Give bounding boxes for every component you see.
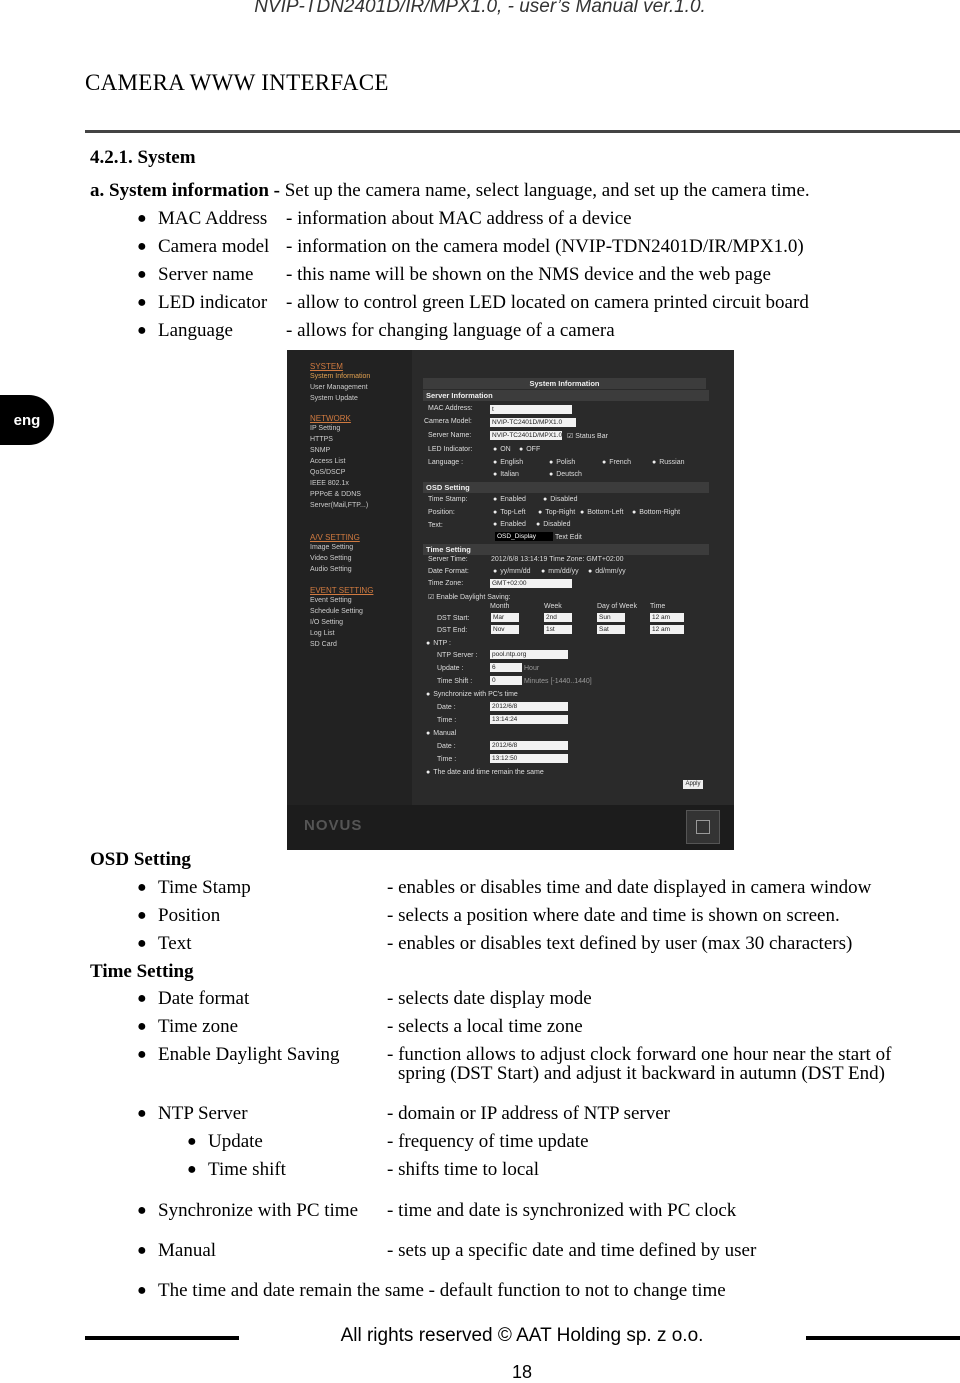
bullet-icon: ●	[137, 1046, 147, 1063]
led-off-radio: ● OFF	[519, 446, 540, 453]
mac-label: MAC Address:	[428, 405, 473, 412]
list-desc: - enables or disables time and date displayed in camera window	[387, 877, 872, 898]
list-desc: - time and date is synchronized with PC clock	[387, 1200, 737, 1221]
dst-end-dow: Sat	[597, 625, 625, 634]
led-label: LED Indicator:	[428, 446, 473, 453]
time-zone-select: GMT+02:00	[490, 579, 572, 588]
list-desc: - selects date display mode	[387, 988, 592, 1009]
time-zone-label: Time Zone:	[428, 580, 464, 587]
title-divider	[85, 130, 960, 133]
update-select: 6	[490, 663, 522, 672]
pos-bottom-left-radio: ● Bottom-Left	[580, 509, 623, 516]
bullet-icon: ●	[137, 1018, 147, 1035]
pos-top-left-radio: ● Top-Left	[493, 509, 526, 516]
ntp-server-field: pool.ntp.org	[490, 650, 568, 659]
bullet-icon: ●	[137, 210, 147, 227]
sidebar-item: Schedule Setting	[310, 608, 363, 615]
sidebar-item: Event Setting	[310, 597, 352, 604]
list-desc: - allow to control green LED located on camera printed circuit board	[286, 292, 809, 313]
col-day-of-week: Day of Week	[597, 603, 637, 610]
ntp-server-label: NTP Server :	[437, 652, 478, 659]
time-heading: Time Setting	[90, 961, 194, 982]
section-heading: 4.2.1. System	[90, 147, 196, 168]
bullet-icon: ●	[187, 1133, 197, 1150]
sidebar-item: System Information	[310, 373, 371, 380]
bullet-icon: ●	[137, 238, 147, 255]
sidebar-item: IP Setting	[310, 425, 341, 432]
list-desc: - this name will be shown on the NMS device and the web page	[286, 264, 771, 285]
list-term: Time zone	[158, 1016, 239, 1037]
bullet-icon: ●	[137, 990, 147, 1007]
list-desc: - domain or IP address of NTP server	[387, 1103, 670, 1124]
sidebar-item: Log List	[310, 630, 335, 637]
status-bar-label: Status Bar	[575, 433, 608, 440]
sidebar-item: SNMP	[310, 447, 331, 454]
server-time-value: 2012/6/8 13:14:19 Time Zone: GMT+02:00	[491, 556, 624, 563]
time-setting-bar: Time Setting	[423, 544, 709, 555]
list-term: Date format	[158, 988, 250, 1009]
bullet-icon: ●	[137, 294, 147, 311]
date-format-radio: ● mm/dd/yy	[541, 568, 579, 575]
bullet-icon: ●	[137, 1105, 147, 1122]
timestamp-disabled-radio: ● Disabled	[543, 496, 577, 503]
manual-time-label: Time :	[437, 756, 457, 763]
sidebar-item: Image Setting	[310, 544, 354, 551]
lang-italian-radio: ● Italian	[493, 471, 519, 478]
text-label: Text:	[428, 522, 443, 529]
server-time-label: Server Time:	[428, 556, 468, 563]
list-desc: - shifts time to local	[387, 1159, 539, 1180]
dst-start-label: DST Start:	[437, 615, 470, 622]
remain-same-radio: ● The date and time remain the same	[426, 769, 544, 776]
list-desc: - information about MAC address of a device	[286, 208, 632, 229]
bullet-icon: ●	[137, 879, 147, 896]
bullet-icon: ●	[137, 1242, 147, 1259]
list-desc: - information on the camera model (NVIP-TDN2401D/IR/MPX1.0)	[286, 236, 804, 257]
update-label: Update :	[437, 665, 464, 672]
panel-title-bar: System Information	[423, 378, 706, 389]
dst-end-month: Nov	[491, 625, 519, 634]
intro-text: Set up the camera name, select language, and set up the camera time.	[279, 180, 810, 201]
status-bar-checkbox: ☑ Status Bar	[567, 433, 608, 440]
manual-date-field: 2012/6/8	[490, 741, 568, 750]
apply-button: Apply	[683, 780, 703, 789]
list-term: Synchronize with PC time	[158, 1200, 359, 1221]
time-shift-unit: Minutes [-1440..1440]	[524, 678, 592, 685]
camera-interface-screenshot	[287, 350, 734, 850]
dst-start-month: Mar	[491, 613, 519, 622]
ntp-radio: ● NTP :	[426, 640, 451, 647]
osd-heading: OSD Setting	[90, 849, 191, 870]
list-desc: - function allows to adjust clock forward one hour near the start of	[387, 1044, 892, 1065]
col-week: Week	[544, 603, 562, 610]
sidebar-item: QoS/DSCP	[310, 469, 346, 476]
timestamp-enabled-radio: ● Enabled	[493, 496, 526, 503]
sync-time-label: Time :	[437, 717, 457, 724]
language-tab: eng	[0, 395, 54, 445]
sidebar-item: User Management	[310, 384, 368, 391]
lang-polish-radio: ● Polish	[549, 459, 575, 466]
text-enabled-radio: ● Enabled	[493, 521, 526, 528]
sidebar-item: System Update	[310, 395, 358, 402]
novus-logo: NOVUS	[304, 817, 363, 834]
sidebar-item: Video Setting	[310, 555, 352, 562]
sidebar-item: PPPoE & DDNS	[310, 491, 361, 498]
sidebar-item: IEEE 802.1x	[310, 480, 349, 487]
sidebar-item: SD Card	[310, 641, 337, 648]
bullet-icon: ●	[137, 322, 147, 339]
list-item: The time and date remain the same - default function to not to change time	[158, 1280, 726, 1301]
bullet-icon: ●	[137, 907, 147, 924]
sidebar-section-av: A/V SETTING	[310, 533, 360, 542]
list-desc: - frequency of time update	[387, 1131, 589, 1152]
time-shift-field: 0	[490, 676, 522, 685]
list-desc: - enables or disables text defined by user (max 30 characters)	[387, 933, 853, 954]
page-title: CAMERA WWW INTERFACE	[85, 70, 389, 95]
sidebar-item: Server(Mail,FTP...)	[310, 502, 369, 509]
pos-top-right-radio: ● Top-Right	[538, 509, 575, 516]
list-desc: - allows for changing language of a camera	[286, 320, 615, 341]
position-label: Position:	[428, 509, 455, 516]
page-number: 18	[511, 1362, 533, 1382]
date-format-radio: ● yy/mm/dd	[493, 568, 531, 575]
list-term: Update	[208, 1131, 263, 1152]
list-term: Server name	[158, 264, 254, 285]
list-desc: - selects a position where date and time is shown on screen.	[387, 905, 840, 926]
list-term: MAC Address	[158, 208, 268, 229]
sidebar-item: I/O Setting	[310, 619, 344, 626]
bullet-icon: ●	[137, 266, 147, 283]
bullet-icon: ●	[137, 935, 147, 952]
sync-time-field: 13:14:24	[490, 715, 568, 724]
pos-bottom-right-radio: ● Bottom-Right	[632, 509, 680, 516]
sidebar-item: HTTPS	[310, 436, 333, 443]
server-info-bar: Server Information	[423, 390, 709, 401]
dst-end-time: 12 am	[650, 625, 684, 634]
list-term: Position	[158, 905, 221, 926]
text-edit-button: Text Edit	[555, 534, 582, 541]
dst-start-week: 2nd	[544, 613, 572, 622]
model-field: NVIP-TC2401D/MPX1.0	[490, 418, 576, 427]
timestamp-label: Time Stamp:	[428, 496, 468, 503]
list-term: Time Stamp	[158, 877, 251, 898]
sidebar-item: Access List	[310, 458, 346, 465]
dst-checkbox: ☑ Enable Daylight Saving:	[428, 594, 511, 601]
list-desc: - selects a local time zone	[387, 1016, 583, 1037]
text-disabled-radio: ● Disabled	[536, 521, 570, 528]
fullscreen-icon	[686, 810, 720, 844]
list-term: Text	[158, 933, 192, 954]
server-name-field: NVIP-TC2401D/MPX1.0	[492, 432, 563, 439]
model-label: Camera Model:	[424, 418, 472, 425]
language-label: Language :	[428, 459, 464, 466]
date-format-radio: ● dd/mm/yy	[588, 568, 626, 575]
lang-french-radio: ● French	[602, 459, 631, 466]
sync-pc-radio: ● Synchronize with PC's time	[426, 691, 518, 698]
time-shift-label: Time Shift :	[437, 678, 473, 685]
sync-date-label: Date :	[437, 704, 456, 711]
mac-field: t	[490, 405, 572, 414]
date-format-label: Date Format:	[428, 568, 469, 575]
dst-enable-label: Enable Daylight Saving:	[436, 594, 511, 601]
osd-display-field: OSD_Display	[495, 532, 553, 541]
manual-radio: ● Manual	[426, 730, 456, 737]
sidebar-section-event: EVENT SETTING	[310, 586, 374, 595]
footer-copyright: All rights reserved © AAT Holding sp. z o.o.	[340, 1325, 704, 1346]
list-term: Language	[158, 320, 233, 341]
col-time: Time	[650, 603, 666, 610]
bullet-icon: ●	[137, 1202, 147, 1219]
sync-date-field: 2012/6/8	[490, 702, 568, 711]
osd-setting-bar: OSD Setting	[423, 482, 709, 493]
intro-paragraph	[90, 180, 810, 202]
list-term: NTP Server	[158, 1103, 248, 1124]
bullet-icon: ●	[137, 1282, 147, 1299]
sidebar-section-system: SYSTEM	[310, 362, 343, 371]
sidebar-section-network: NETWORK	[310, 414, 351, 423]
update-unit: Hour	[524, 665, 540, 672]
list-term: Time shift	[208, 1159, 286, 1180]
dst-end-label: DST End:	[437, 627, 468, 634]
dst-end-week: 1st	[544, 625, 572, 634]
sidebar-item: Audio Setting	[310, 566, 352, 573]
list-desc: - sets up a specific date and time defined by user	[387, 1240, 757, 1261]
dst-start-time: 12 am	[650, 613, 684, 622]
led-on-radio: ● ON	[493, 446, 511, 453]
lang-russian-radio: ● Russian	[652, 459, 685, 466]
lang-english-radio: ● English	[493, 459, 523, 466]
manual-date-label: Date :	[437, 743, 456, 750]
lang-deutsch-radio: ● Deutsch	[549, 471, 582, 478]
col-month: Month	[490, 603, 510, 610]
manual-time-field: 13:12:50	[490, 754, 568, 763]
screenshot-sidebar	[287, 350, 412, 805]
running-header: NVIP-TDN2401D/IR/MPX1.0, - user’s Manual ver.1.0.	[254, 0, 706, 17]
server-name-label: Server Name:	[428, 432, 472, 439]
dst-start-dow: Sun	[597, 613, 625, 622]
list-term: Manual	[158, 1240, 217, 1261]
list-term: LED indicator	[158, 292, 268, 313]
list-desc-cont: spring (DST Start) and adjust it backward in autumn (DST End)	[398, 1063, 885, 1084]
bullet-icon: ●	[187, 1161, 197, 1178]
intro-bold: a. System information -	[90, 180, 280, 201]
list-term: Enable Daylight Saving	[158, 1044, 340, 1065]
list-term: Camera model	[158, 236, 270, 257]
